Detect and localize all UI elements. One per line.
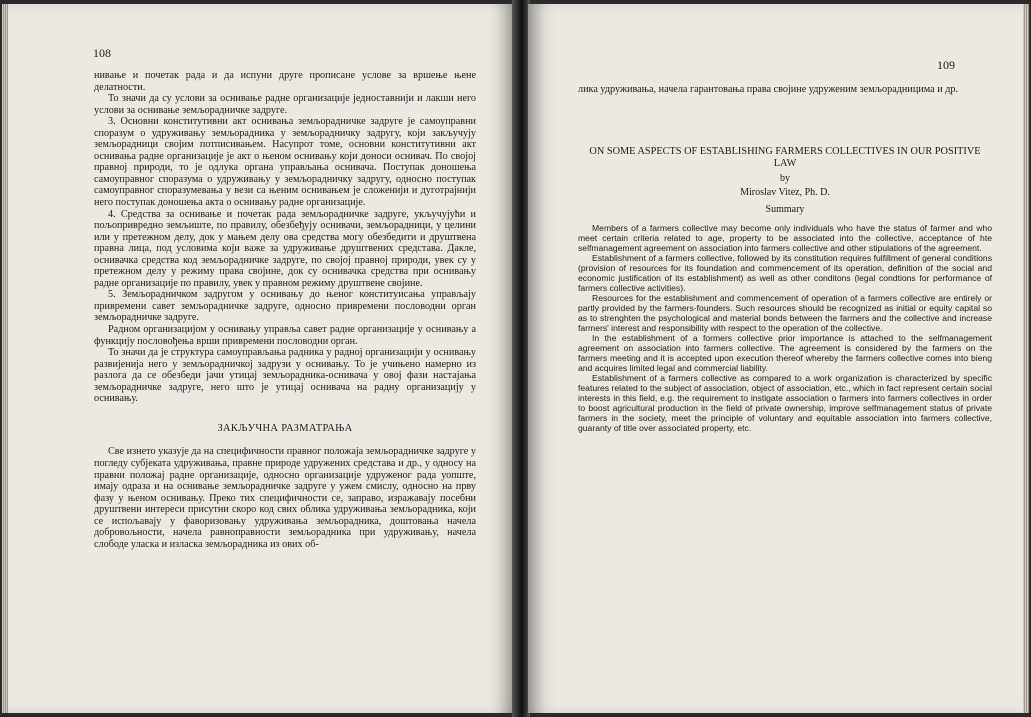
summary-paragraph: Resources for the establishment and commencement of operation of a farmers collective are entirely or partly provided by the farmers-founders. Such resources should be recognized as initial or equity capital so as to strenghten the psychological and material bonds between the farmers and the collective and increase farmers' interest and responsibility with respect to the operation of the collective.: [578, 293, 992, 333]
article-author: Miroslav Vitez, Ph. D.: [740, 187, 830, 198]
right-page: [528, 4, 1023, 713]
summary-paragraph: Establishment of a farmers collective as compared to a work organization is characterized by specific features related to the subject of association, object of association, etc., which in fact represent certain social interests in this field, e.g. the requirement to instigate association o farmers into farmers collectives in order to boost agricultural production in the field of private ownership, improve selfmanagement status of private farmers in the society, meet the principle of voluntary and equitable association into farmers collective, guaranty of title over associated property, etc.: [578, 373, 992, 433]
article-by: by: [780, 173, 790, 184]
paragraph: лика удруживања, начела гарантовања права својине удруженим земљорадницима и др.: [578, 84, 959, 95]
summary-text: [578, 223, 992, 433]
section-heading: ЗАКЉУЧНА РАЗМАТРАЊА: [217, 422, 353, 434]
left-page-body: [94, 70, 476, 550]
summary-paragraph: Establishment of a farmers collective, followed by its constitution requires fulfillment of general conditions (provision of resources for its foundation and commencement of its operation, definition of the social and economic justification of its establishment) as well as other conditons (legal condtions for performance of farmers collective activities).: [578, 253, 992, 293]
summary-paragraph: In the establishment of a formers collective prior importance is attached to the selfmanagement agreement on association into farmers collective. The agreement is considered by the farmers on the farmers meeting and it is accepted upon execution thereof whereby the farmers collective comes into bieng and acquires limited legal and commercial liability.: [578, 333, 992, 373]
paragraph: 3. Основни конститутивни акт оснивања земљорадничке задруге је самоуправни споразум о удруживању земљорадника у земљорадничку задругу, који закључују земљорадници својим потписивањем. Насупрот томе, основни конститутивни акт оснивања радне организације је акт о њеном оснивању који доноси оснивач. По својој правној природи, то је одлука органа управљања оснивача. Поступак доношења самоуправног споразума о удруживању у земљорадничку задругу, односно поступак самоуправног споразумевања у вези са њеним оснивањем је сложенији и дуготрајнији него поступак доношења акта о оснивању радне организације.: [94, 116, 476, 209]
paragraph: нивање и почетак рада и да испуни друге прописане услове за вршење њене делатности.: [94, 70, 476, 93]
paragraph: Све изнето указује да на специфичности правног положаја земљорадничке задруге у погледу субјеката удруживања, правне природе удружених средстава и др., у односу на правни положај радне организације, односно организације удруженог рада уопште, имају одраза и на оснивање земљорадничке задруге у ужем смислу, односно на прву фазу у њеном оснивању. Преко тих специфичности се, заправо, изражавају посебни друштвени интереси присутни скоро код свих облика удруживања земљорадника, који се испољавају у фаворизовању удруживања земљорадника, доштовања начела добровољности, начела равноправности земљорадника при удруживању, начела слободе уласка и изласка земљорадника из ових об-: [94, 446, 476, 550]
page-number: 108: [93, 46, 111, 60]
paragraph: Радном организацијом у оснивању управља савет радне организације у оснивању а функцију пословођења врши привремени пословодни орган.: [94, 324, 476, 347]
page-number: 109: [937, 58, 955, 72]
article-title: ON SOME ASPECTS OF ESTABLISHING FARMERS COLLECTIVES IN OUR POSITIVE LAW: [589, 146, 981, 169]
left-page: [8, 4, 514, 713]
paragraph: 4. Средства за оснивање и почетак рада земљорадничке задруге, укључујући и пољопривредно земљиште, по правилу, обезбеђују оснивачи, земљорадници, у целини или у претежном делу, док у мањем делу ова средства могу обезбедити и друштвена правна лица, под условима који важе за удруживање друштвених средстава. Дакле, оснивачка средства код земљорадничке задруге, по својој правној природи, увек су у претежном делу у режиму права својине, док су оснивачка средства при оснивању радне организације по правилу, увек у правном режиму друштвене својине.: [94, 208, 476, 289]
continued-text: [578, 84, 992, 96]
paragraph: То значи да је структура самоуправљања радника у радној организацији у оснивању развијенија него у земљорадничкој задрузи у оснивању. То је учињено намерно из разлога да се обезбеди јачи утицај земљорадника-оснивача у овој фази настајања земљорадничке задруге, него што је утицај оснивача на радну организацију у оснивању.: [94, 347, 476, 405]
paragraph: 5. Земљорадничком задругом у оснивању до њеног конституисања управљају привремени савет земљорадничке задруге, односно привремени пословодни орган земљорадничке задруге.: [94, 289, 476, 324]
summary-paragraph: Members of a farmers collective may become only individuals who have the status of farmer and who meet certain criteria related to age, property to be associated into the collective, acceptance of hte selfmanagement agreement on association into farmers collective and other stipulations of the agreement.: [578, 223, 992, 253]
summary-heading: Summary: [765, 204, 805, 215]
paragraph: То значи да су услови за оснивање радне организације једноставнији и лакши него услови за оснивање земљорадничке задруге.: [94, 93, 476, 116]
right-page-edges: [1023, 4, 1029, 713]
